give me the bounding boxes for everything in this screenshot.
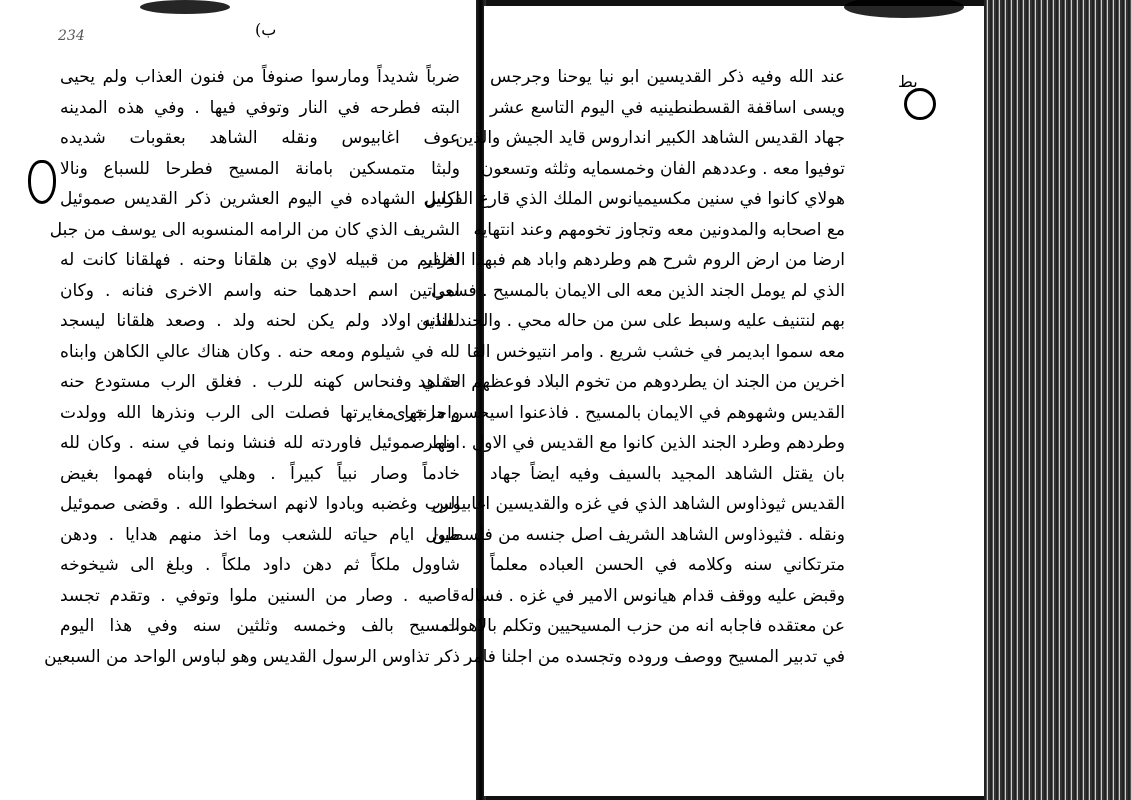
text-line: وطردهم وطرد الجند الذين كانوا مع القديس في الاول . وامر xyxy=(424,433,845,453)
text-line: بان يقتل الشاهد المجيد بالسيف وفيه ايضاً جهاد xyxy=(490,463,845,484)
text-line: ضرباً شديداً ومارسوا صنوفاً من فنون العذاب ولم يحيى xyxy=(60,67,460,87)
text-line: ابنها صموئيل فاوردته لله فنشا ونما في سنه . وكان لله xyxy=(60,433,460,453)
text-line: بهم لنتنيف عليه وسبط على سن من حاله محي . والجند الذين xyxy=(416,311,845,331)
text-line: الرب وغضبه وبادوا لانهم اسخطوا الله . وقضى صموئيل xyxy=(60,494,460,514)
margin-ornament xyxy=(28,160,56,204)
text-line: قاصيه . وصار من السنين ملوا وتوفي . وتقدم تجسد xyxy=(60,585,460,606)
text-line: ولبثا متمسكين بامانة المسيح فطرحا للسباع ونالا xyxy=(60,158,460,179)
text-line: توفيوا معه . وعددهم الفان وخمسمايه وثلثه وتسعون xyxy=(480,158,845,179)
text-line: عوف اغابيوس ونقله الشاهد بعقوبات شديده xyxy=(60,128,460,148)
left-page-text xyxy=(44,62,460,672)
text-line: مع اصحابه والمدونين معه وتجاوز تخومهم وعند انتهايه xyxy=(473,219,845,240)
text-line: مترتكاني سنه وكلامه في الحسن العباده معلماً xyxy=(490,555,845,575)
text-line: حفني وفنحاس كهنه للرب . فغلق الرب مستودع حنه xyxy=(60,372,460,392)
page-edge-stain xyxy=(140,0,230,14)
text-line: افرايم من قبيله لاوي بن هلقانا وحنه . فهلقانا كانت له xyxy=(60,250,460,270)
text-line: لفنانه اولاد ولم يكن لحنه ولد . وصعد هلقانا ليسجد xyxy=(60,311,460,331)
text-line: هولاي كانوا في سنين مكسيميانوس الملك الذي قارع الفرس xyxy=(424,189,845,209)
text-line: الذي لم يومل الجند الذين معه الى الايمان بالمسيح . فسعى xyxy=(431,280,845,301)
text-line: شاوول ملكاً ثم دهن داود ملكاً . وبلغ الى شيخوخه xyxy=(60,555,460,575)
text-line: امراتين اسم احدهما حنه واسم الاخرى فنانه . وكان xyxy=(60,280,460,301)
text-line: وقبض عليه ووقف قدام هيانوس الامير في غزه . فساله xyxy=(460,585,845,606)
text-line: ونقله . فثيوذاوس الشاهد الشريف اصل جنسه من فلسطين xyxy=(431,524,845,545)
text-line: البته فطرحه في النار وتوفي فيها . وفي هذه المدينه xyxy=(60,97,460,118)
text-line: ذكر تذاوس الرسول القديس وهو لباوس الواحد من السبعين xyxy=(44,646,460,667)
text-line: القديس ثيوذاوس الشاهد الذي في غزه والقديسين اغابيوس xyxy=(431,494,845,514)
page-edge-stain xyxy=(844,0,964,18)
text-line: القديس وشهوهم في الايمان بالمسيح . فاذعنوا اسيحسن ما جرى xyxy=(392,402,845,423)
margin-ornament xyxy=(904,88,936,120)
text-line: اكليل الشهاده في اليوم العشرين ذكر القديس صموئيل xyxy=(60,189,460,209)
text-line: المسيح بالف وخمسه وثلثين سنه وفي هذا اليوم xyxy=(60,616,460,636)
page-edges xyxy=(984,0,1132,800)
text-line: خادماً وصار نبياً كبيراً . وهلي وابناه فهموا بغيض xyxy=(60,463,460,484)
margin-mark: بط xyxy=(898,72,918,91)
text-line: معه سموا ابديمر في خشب شريع . وامر انتيوخس القا xyxy=(466,341,845,362)
text-line: عند الله وفيه ذكر القديسين ابو نيا يوحنا وجرجس xyxy=(490,67,845,87)
text-line: ويسى اساقفة القسطنطينيه في اليوم التاسع عشر xyxy=(490,97,845,118)
text-line: ارضا من ارض الروم شرح هم وطردهم واباد هم فبهذا الظفر xyxy=(423,250,845,270)
right-page-text xyxy=(392,62,845,672)
text-line: الشريف الذي كان من الرامه المنسوبه الى يوسف من جبل xyxy=(49,219,460,240)
header-mark: (ب xyxy=(255,20,277,39)
text-line: واحزنتها مغايرتها فصلت الى الرب ونذرها الله وولدت xyxy=(60,402,460,423)
text-line: في تدبير المسيح ووصف وروده وتجسده من اجلنا فامر xyxy=(464,646,845,667)
text-line: اخرين من الجند ان يطردوهم من تخوم البلاد فوعظهم الشاهد xyxy=(417,372,845,392)
folio-number: 234 xyxy=(58,28,85,44)
text-line: جهاد القديس الشاهد الكبير انداروس قايد الجيش والذين xyxy=(455,128,845,148)
text-line: لله في شيلوم ومعه حنه . وكان هناك عالي الكاهن وابناه xyxy=(60,341,460,362)
text-line: طول ايام حياته للشعب وما اخذ منهم هدايا . ودهن xyxy=(60,524,460,545)
text-line: عن معتقده فاجابه انه من حزب المسيحيين وتكلم بالاهوت xyxy=(443,616,845,636)
